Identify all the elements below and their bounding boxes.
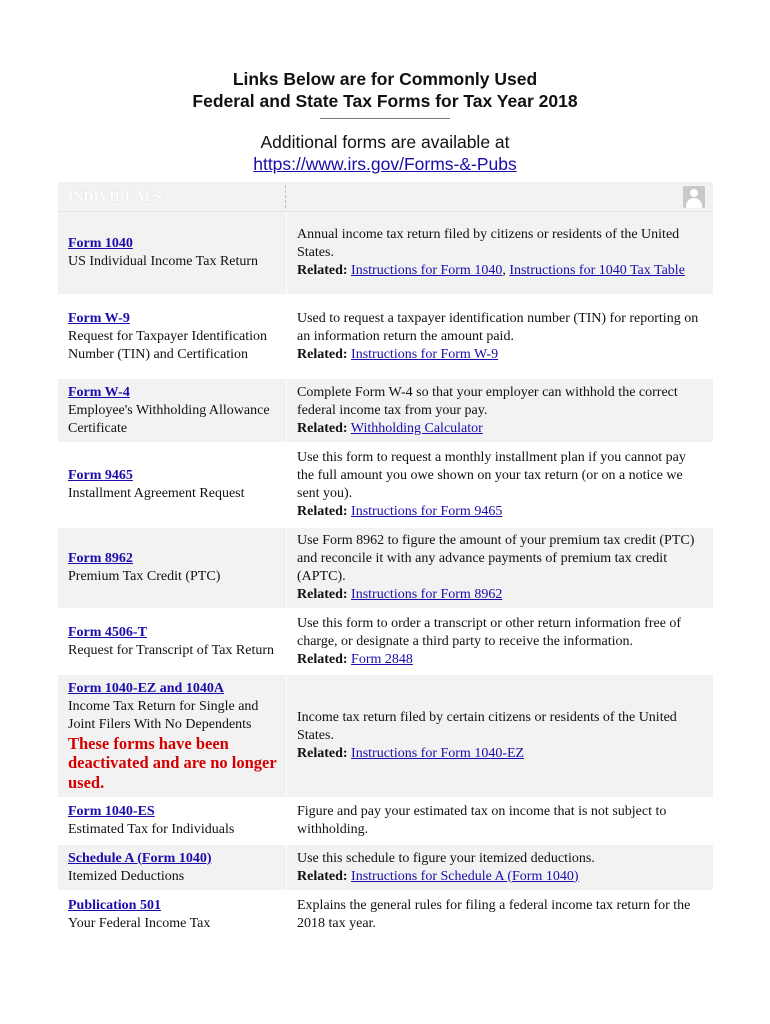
additional-forms-text: Additional forms are available at [260,132,510,152]
section-label: INDIVIDUALS [68,188,163,204]
form-9465-link[interactable]: Form 9465 [68,468,133,483]
row-text: Use this form to request a monthly installment plan if you cannot pay the full amount you owe shown on your tax return (or on a notice we sent you). [297,450,686,501]
form-description: Itemized Deductions [68,868,185,884]
related-label: Related: [297,868,348,884]
page-header [0,68,770,175]
form-2848-link[interactable]: Form 2848 [351,651,413,667]
instructions-form-9465-link[interactable]: Instructions for Form 9465 [351,504,503,519]
table-row [58,799,713,845]
form-cell [58,528,286,608]
form-cell [58,212,286,294]
related-label: Related: [297,746,348,761]
form-1040es-link[interactable]: Form 1040-ES [68,804,155,819]
row-text: Annual income tax return filed by citizens or residents of the United States. [297,227,680,260]
description-cell [286,845,713,890]
form-description: Employee's Withholding Allowance Certificate [68,402,270,436]
table-row [58,212,713,296]
related-separator: , [502,263,510,278]
description-cell [286,212,713,294]
instructions-form-8962-link[interactable]: Instructions for Form 8962 [351,587,503,602]
form-8962-link[interactable]: Form 8962 [68,551,133,566]
forms-table [58,182,713,940]
related-label: Related: [297,504,348,519]
form-cell [58,892,286,938]
table-row [58,379,713,444]
related-label: Related: [297,346,348,362]
description-cell [286,379,713,442]
form-description: Your Federal Income Tax [68,916,211,931]
table-row [58,528,713,610]
form-cell [58,379,286,442]
form-cell [58,610,286,673]
instructions-1040-tax-table-link[interactable]: Instructions for 1040 Tax Table [509,263,685,278]
header-divider [285,185,286,208]
page-title-line-2: Federal and State Tax Forms for Tax Year 2018 [192,91,578,111]
section-header [58,182,713,212]
table-row [58,444,713,528]
title-divider [320,118,450,119]
form-1040-link[interactable]: Form 1040 [68,236,133,251]
description-cell [286,892,713,938]
form-w4-link[interactable]: Form W-4 [68,384,130,400]
withholding-calculator-link[interactable]: Withholding Calculator [350,420,483,436]
related-label: Related: [297,651,348,667]
user-icon [683,186,705,208]
instructions-schedule-a-link[interactable]: Instructions for Schedule A (Form 1040) [351,868,579,884]
publication-501-link[interactable]: Publication 501 [68,898,161,913]
row-text: Used to request a taxpayer identification number (TIN) for reporting on an information return the amount paid. [297,310,699,344]
related-label: Related: [297,587,348,602]
table-row [58,845,713,892]
form-cell [58,675,286,797]
form-4506t-link[interactable]: Form 4506-T [68,624,147,640]
form-description: Estimated Tax for Individuals [68,822,235,837]
form-cell [58,296,286,377]
form-cell [58,845,286,890]
row-text: Complete Form W-4 so that your employer can withhold the correct federal income tax from your pay. [297,384,678,418]
form-description: Installment Agreement Request [68,486,245,501]
form-description: Premium Tax Credit (PTC) [68,569,221,584]
form-cell [58,799,286,843]
instructions-form-1040ez-link[interactable]: Instructions for Form 1040-EZ [351,746,525,761]
table-row [58,675,713,799]
row-text: Use Form 8962 to figure the amount of your premium tax credit (PTC) and reconcile it with any advance payments of premium tax credit (APTC). [297,533,695,584]
form-description: US Individual Income Tax Return [68,254,259,269]
related-label: Related: [297,263,348,278]
row-text: Income tax return filed by certain citizens or residents of the United States. [297,710,677,743]
description-cell [286,799,713,843]
row-text: Explains the general rules for filing a federal income tax return for the 2018 tax year. [297,898,691,931]
description-cell [286,296,713,377]
form-description: Income Tax Return for Single and Joint Filers With No Dependents [68,698,259,732]
deactivated-warning: These forms have been deactivated and are no longer used. [68,733,277,792]
row-text: Use this schedule to figure your itemized deductions. [297,850,595,866]
irs-forms-link[interactable]: https://www.irs.gov/Forms-&-Pubs [253,154,517,174]
row-text: Use this form to order a transcript or other return information free of charge, or designate a third party to receive the information. [297,615,682,649]
page-title-line-1: Links Below are for Commonly Used [232,69,538,89]
description-cell [286,610,713,673]
table-row [58,892,713,940]
instructions-form-1040-link[interactable]: Instructions for Form 1040 [351,263,503,278]
form-description: Request for Taxpayer Identification Number (TIN) and Certification [68,328,267,362]
description-cell [286,444,713,526]
form-w9-link[interactable]: Form W-9 [68,310,130,326]
table-row [58,610,713,675]
related-label: Related: [297,420,348,436]
schedule-a-link[interactable]: Schedule A (Form 1040) [68,850,212,866]
table-row [58,296,713,379]
form-1040ez-1040a-link[interactable]: Form 1040-EZ and 1040A [68,680,224,696]
form-cell [58,444,286,526]
form-description: Request for Transcript of Tax Return [68,642,275,658]
description-cell [286,675,713,797]
row-text: Figure and pay your estimated tax on income that is not subject to withholding. [297,804,667,837]
instructions-form-w9-link[interactable]: Instructions for Form W-9 [351,346,499,362]
description-cell [286,528,713,608]
